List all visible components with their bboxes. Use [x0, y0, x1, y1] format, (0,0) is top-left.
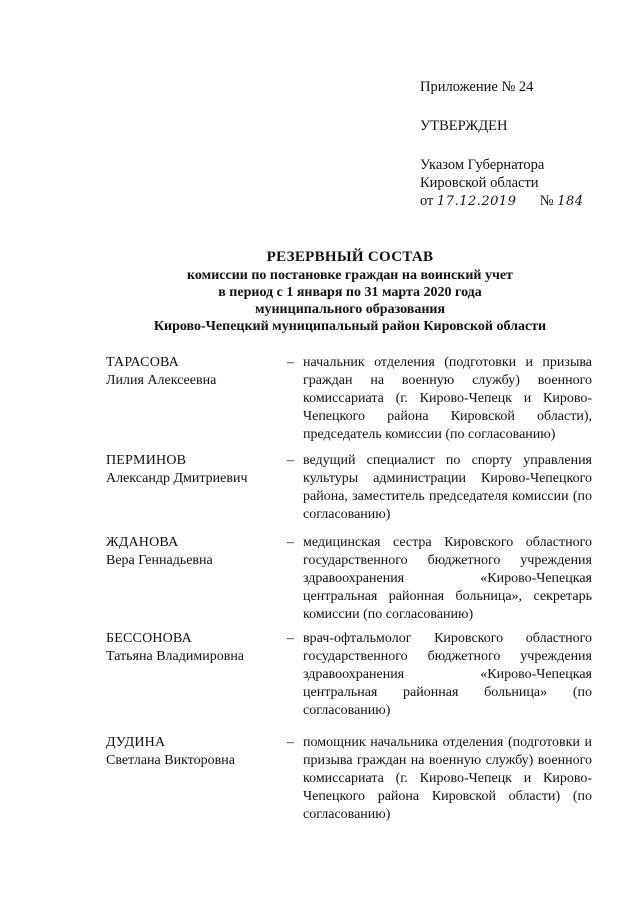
member-names	[106, 354, 276, 390]
member-role: медицинская сестра Кировского областного государственного бюджетного учреждения здравоохранения «Кирово-Чепецкая центральная районная больница», секретарь комиссии (по согласованию)	[303, 535, 592, 622]
member-surname: ПЕРМИНОВ	[106, 453, 187, 468]
document-title: РЕЗЕРВНЫЙ СОСТАВ	[266, 249, 434, 265]
member-dash: –	[287, 355, 294, 370]
title-line-4: Кирово-Чепецкий муниципальный район Кировской области	[153, 319, 547, 334]
document-title-block	[100, 248, 600, 335]
member-given-name: Вера Геннадьевна	[106, 553, 213, 568]
member-surname: ДУДИНА	[106, 735, 166, 750]
decree-line-2: Кировской области	[420, 175, 539, 191]
decree-line-1: Указом Губернатора	[420, 157, 545, 173]
member-given-name: Светлана Викторовна	[106, 753, 235, 768]
member-role: помощник начальника отделения (подготовки и призыва граждан на военную службу) военного комиссариата (г. Кирово-Чепецк и Кирово-Чепецкого района Кировской области) (по согласованию)	[303, 735, 592, 822]
decree-date-line	[420, 192, 620, 211]
approved-label: УТВЕРЖДЕН	[420, 118, 508, 134]
member-names	[106, 452, 276, 488]
approval-block	[420, 78, 620, 211]
title-line-3: муниципального образования	[254, 302, 446, 317]
number-prefix: №	[539, 193, 554, 209]
member-given-name: Александр Дмитриевич	[106, 471, 248, 486]
member-names	[106, 630, 276, 666]
member-role: врач-офтальмолог Кировского областного государственного бюджетного учреждения здравоохранения «Кирово-Чепецкая центральная районная больница» (по согласованию)	[303, 631, 592, 718]
date-prefix: от	[420, 193, 434, 209]
member-given-name: Татьяна Владимировна	[106, 649, 245, 664]
member-role: ведущий специалист по спорту управления культуры администрации Кирово-Чепецкого района, заместитель председателя комиссии (по согласованию)	[303, 453, 592, 522]
member-dash: –	[287, 535, 294, 550]
member-surname: БЕССОНОВА	[106, 631, 192, 646]
member-given-name: Лилия Алексеевна	[106, 373, 217, 388]
appendix-label: Приложение № 24	[420, 79, 534, 95]
member-surname: ЖДАНОВА	[106, 535, 179, 550]
title-line-2: в период с 1 января по 31 марта 2020 года	[218, 285, 482, 300]
member-dash: –	[287, 453, 294, 468]
member-role: начальник отделения (подготовки и призыва граждан на военную службу) военного комиссариата (г. Кирово-Чепецк и Кирово-Чепецкого района Кировской области), председатель комиссии (по согласованию)	[303, 355, 592, 442]
member-names	[106, 734, 276, 770]
member-dash: –	[287, 631, 294, 646]
member-surname: ТАРАСОВА	[106, 355, 179, 370]
member-dash: –	[287, 735, 294, 750]
handwritten-date: 17.12.2019	[437, 194, 517, 209]
title-line-1: комиссии по постановке граждан на воинский учет	[187, 268, 513, 283]
handwritten-number: 184	[557, 194, 584, 209]
member-names	[106, 534, 276, 570]
